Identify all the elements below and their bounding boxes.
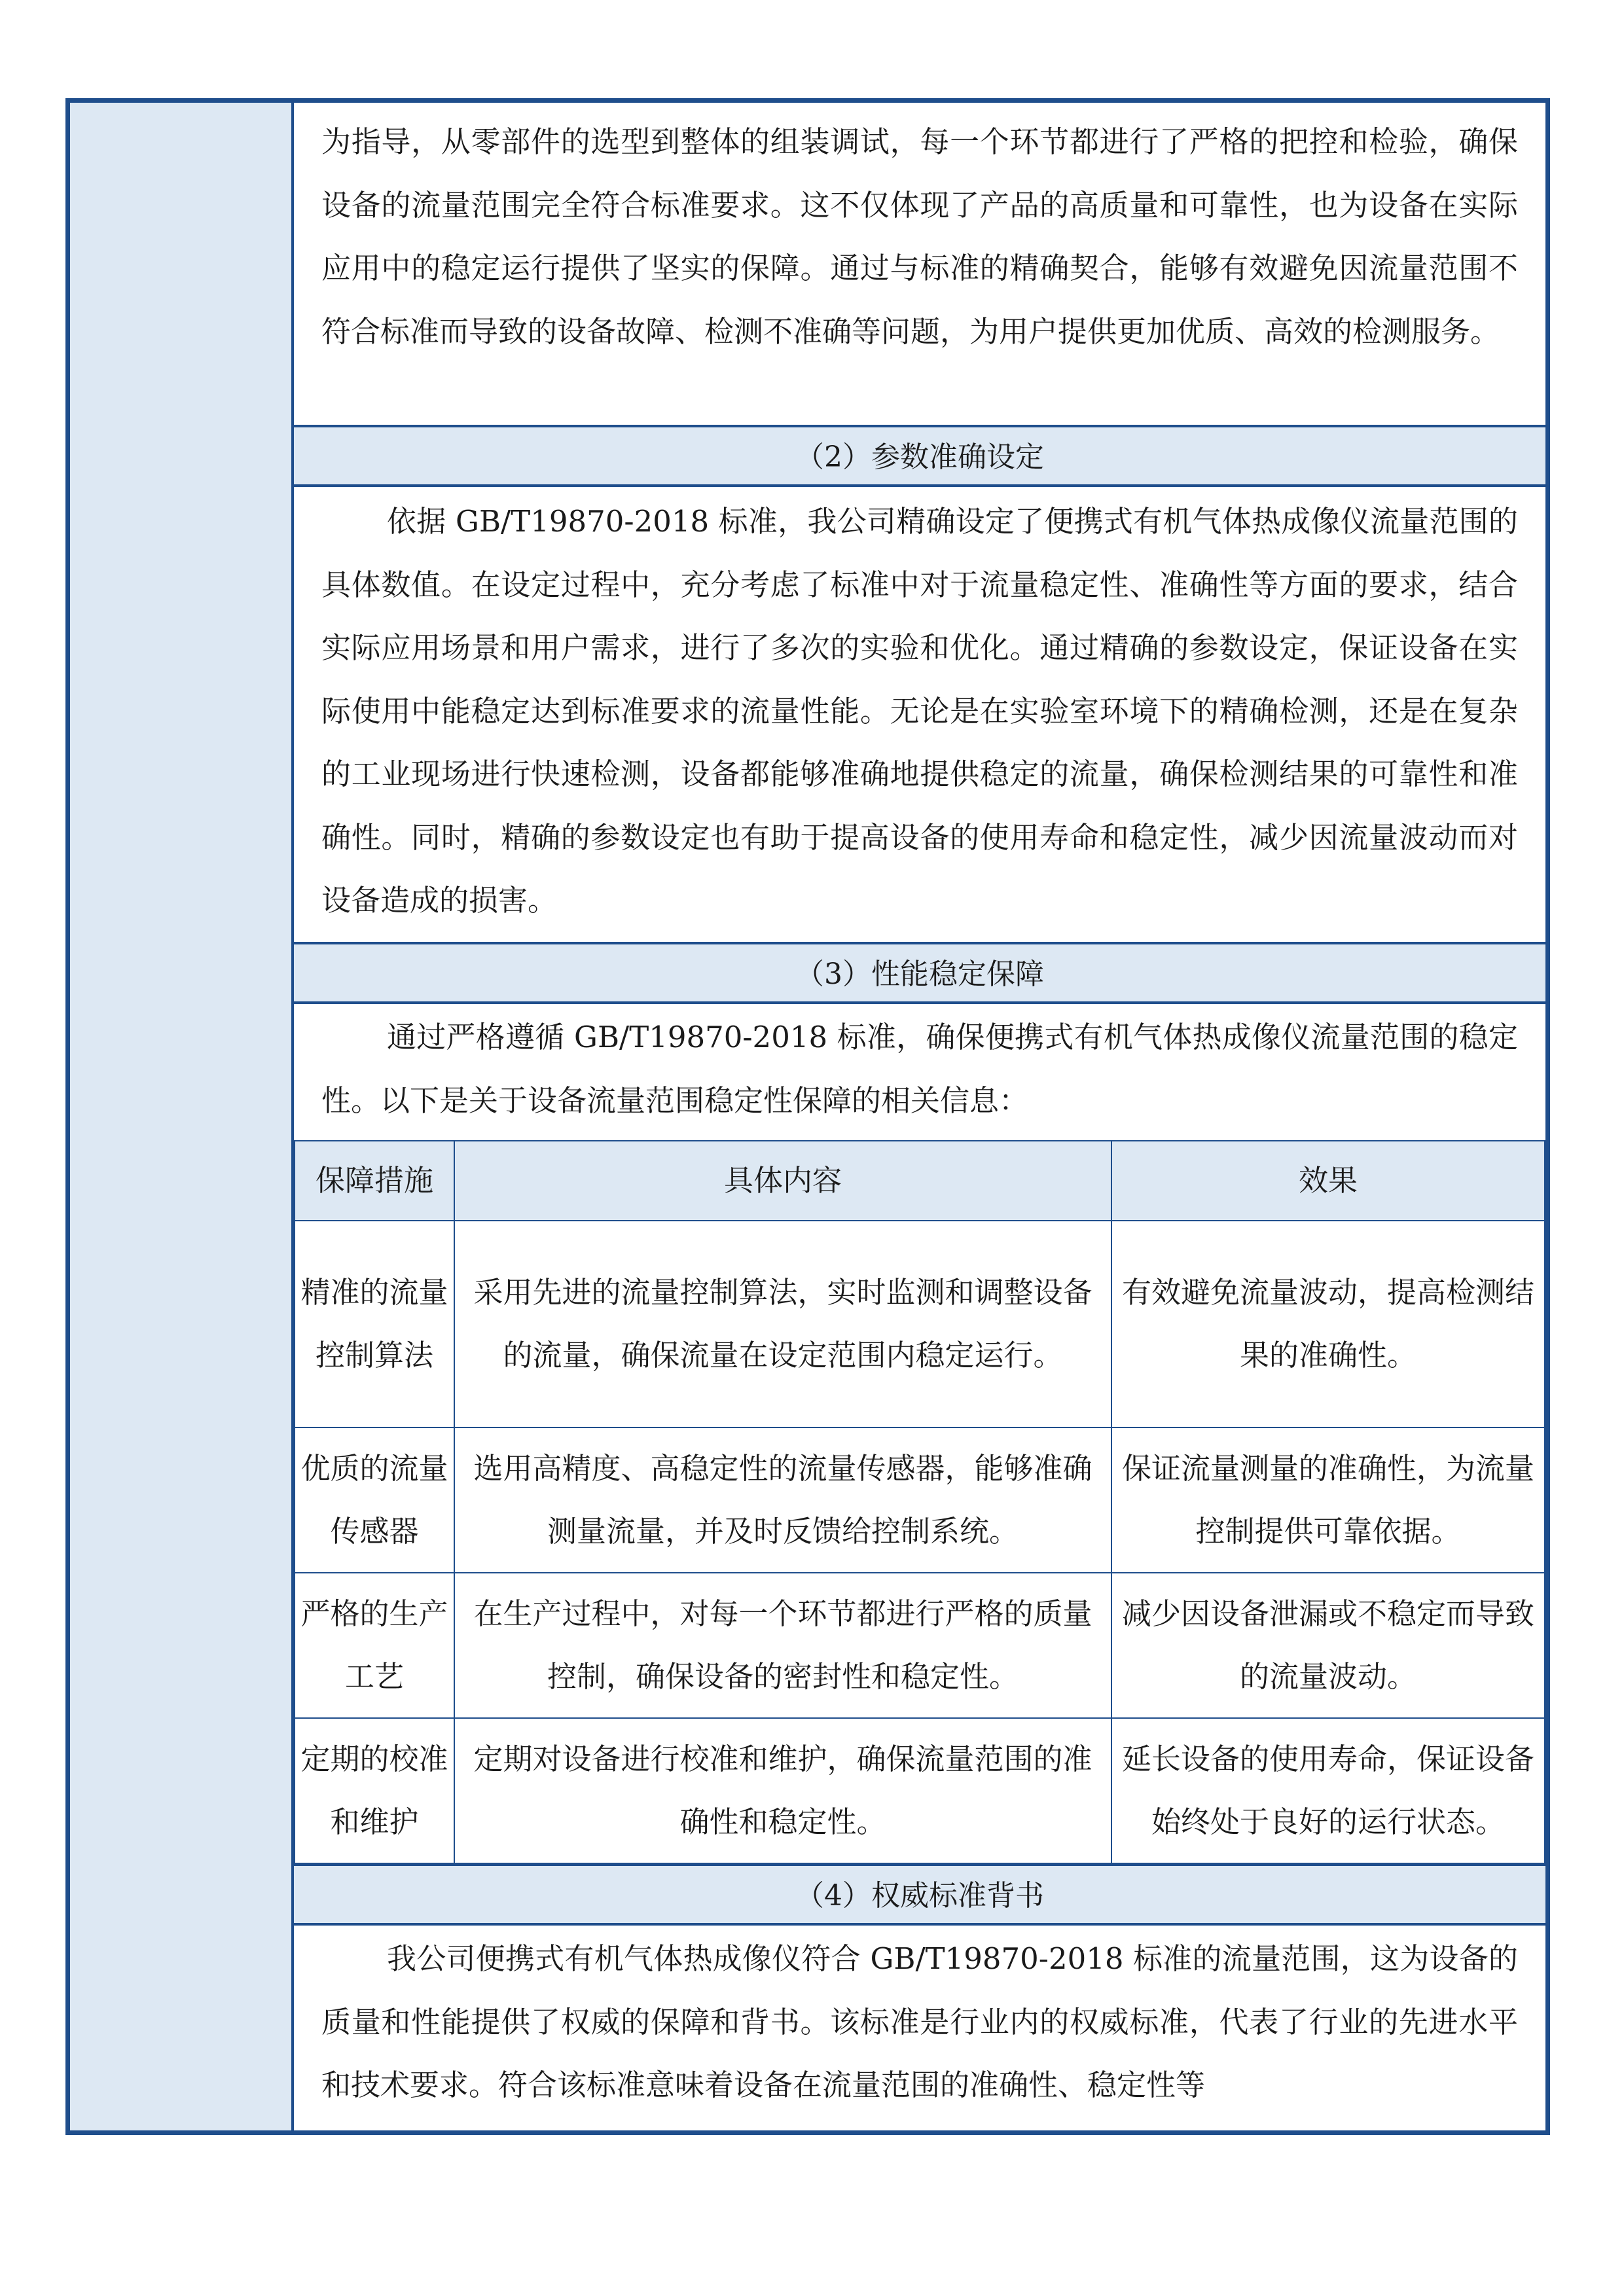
- table-cell-content: 选用高精度、高稳定性的流量传感器，能够准确测量流量，并及时反馈给控制系统。: [454, 1427, 1111, 1573]
- table-row: [295, 1573, 1545, 1718]
- table-row: [295, 1718, 1545, 1863]
- document-frame: [65, 98, 1550, 2135]
- table-header-effect: 效果: [1111, 1141, 1545, 1221]
- table-cell-measure: 优质的流量传感器: [295, 1427, 454, 1573]
- table-cell-measure: 严格的生产工艺: [295, 1573, 454, 1718]
- table-header-row: [295, 1141, 1545, 1221]
- table-cell-effect: 有效避免流量波动，提高检测结果的准确性。: [1111, 1221, 1545, 1427]
- table-cell-effect: 延长设备的使用寿命，保证设备始终处于良好的运行状态。: [1111, 1718, 1545, 1863]
- section-body-4: 我公司便携式有机气体热成像仪符合 GB/T19870-2018 标准的流量范围，这为设备的质量和性能提供了权威的保障和背书。该标准是行业内的权威标准，代表了行业的先进水平和技术要求。符合该标准意味着设备在流量范围的准确性、稳定性等: [321, 1941, 1518, 2102]
- stability-table: [294, 1140, 1545, 1864]
- section-body-3: 通过严格遵循 GB/T19870-2018 标准，确保便携式有机气体热成像仪流量范围的稳定性。以下是关于设备流量范围稳定性保障的相关信息：: [321, 1020, 1518, 1118]
- table-cell-content: 采用先进的流量控制算法，实时监测和调整设备的流量，确保流量在设定范围内稳定运行。: [454, 1221, 1111, 1427]
- table-cell-measure: 精准的流量控制算法: [295, 1221, 454, 1427]
- table-row: [295, 1427, 1545, 1573]
- left-sidebar-column: [70, 103, 294, 2130]
- table-cell-content: 在生产过程中，对每一个环节都进行严格的质量控制，确保设备的密封性和稳定性。: [454, 1573, 1111, 1718]
- section-body-2: 依据 GB/T19870-2018 标准，我公司精确设定了便携式有机气体热成像仪流量范围的具体数值。在设定过程中，充分考虑了标准中对于流量稳定性、准确性等方面的要求，结合实际应用场景和用户需求，进行了多次的实验和优化。通过精确的参数设定，保证设备在实际使用中能稳定达到标准要求的流量性能。无论是在实验室环境下的精确检测，还是在复杂的工业现场进行快速检测，设备都能够准确地提供稳定的流量，确保检测结果的可靠性和准确性。同时，精确的参数设定也有助于提高设备的使用寿命和稳定性，减少因流量波动而对设备造成的损害。: [321, 504, 1518, 918]
- content-column: [294, 103, 1545, 2130]
- table-cell-content: 定期对设备进行校准和维护，确保流量范围的准确性和稳定性。: [454, 1718, 1111, 1863]
- table-cell-effect: 减少因设备泄漏或不稳定而导致的流量波动。: [1111, 1573, 1545, 1718]
- section-heading-2: （2）参数准确设定: [294, 425, 1545, 487]
- intro-paragraph: 为指导，从零部件的选型到整体的组装调试，每一个环节都进行了严格的把控和检验，确保设备的流量范围完全符合标准要求。这不仅体现了产品的高质量和可靠性，也为设备在实际应用中的稳定运行提供了坚实的保障。通过与标准的精确契合，能够有效避免因流量范围不符合标准而导致的设备故障、检测不准确等问题，为用户提供更加优质、高效的检测服务。: [321, 124, 1518, 349]
- table-header-content: 具体内容: [454, 1141, 1111, 1221]
- section-heading-4: （4）权威标准背书: [294, 1863, 1545, 1926]
- table-cell-effect: 保证流量测量的准确性，为流量控制提供可靠依据。: [1111, 1427, 1545, 1573]
- table-cell-measure: 定期的校准和维护: [295, 1718, 454, 1863]
- table-row: [295, 1221, 1545, 1427]
- stability-table-wrapper: [294, 1140, 1545, 1864]
- table-header-measure: 保障措施: [295, 1141, 454, 1221]
- section-heading-3: （3）性能稳定保障: [294, 942, 1545, 1004]
